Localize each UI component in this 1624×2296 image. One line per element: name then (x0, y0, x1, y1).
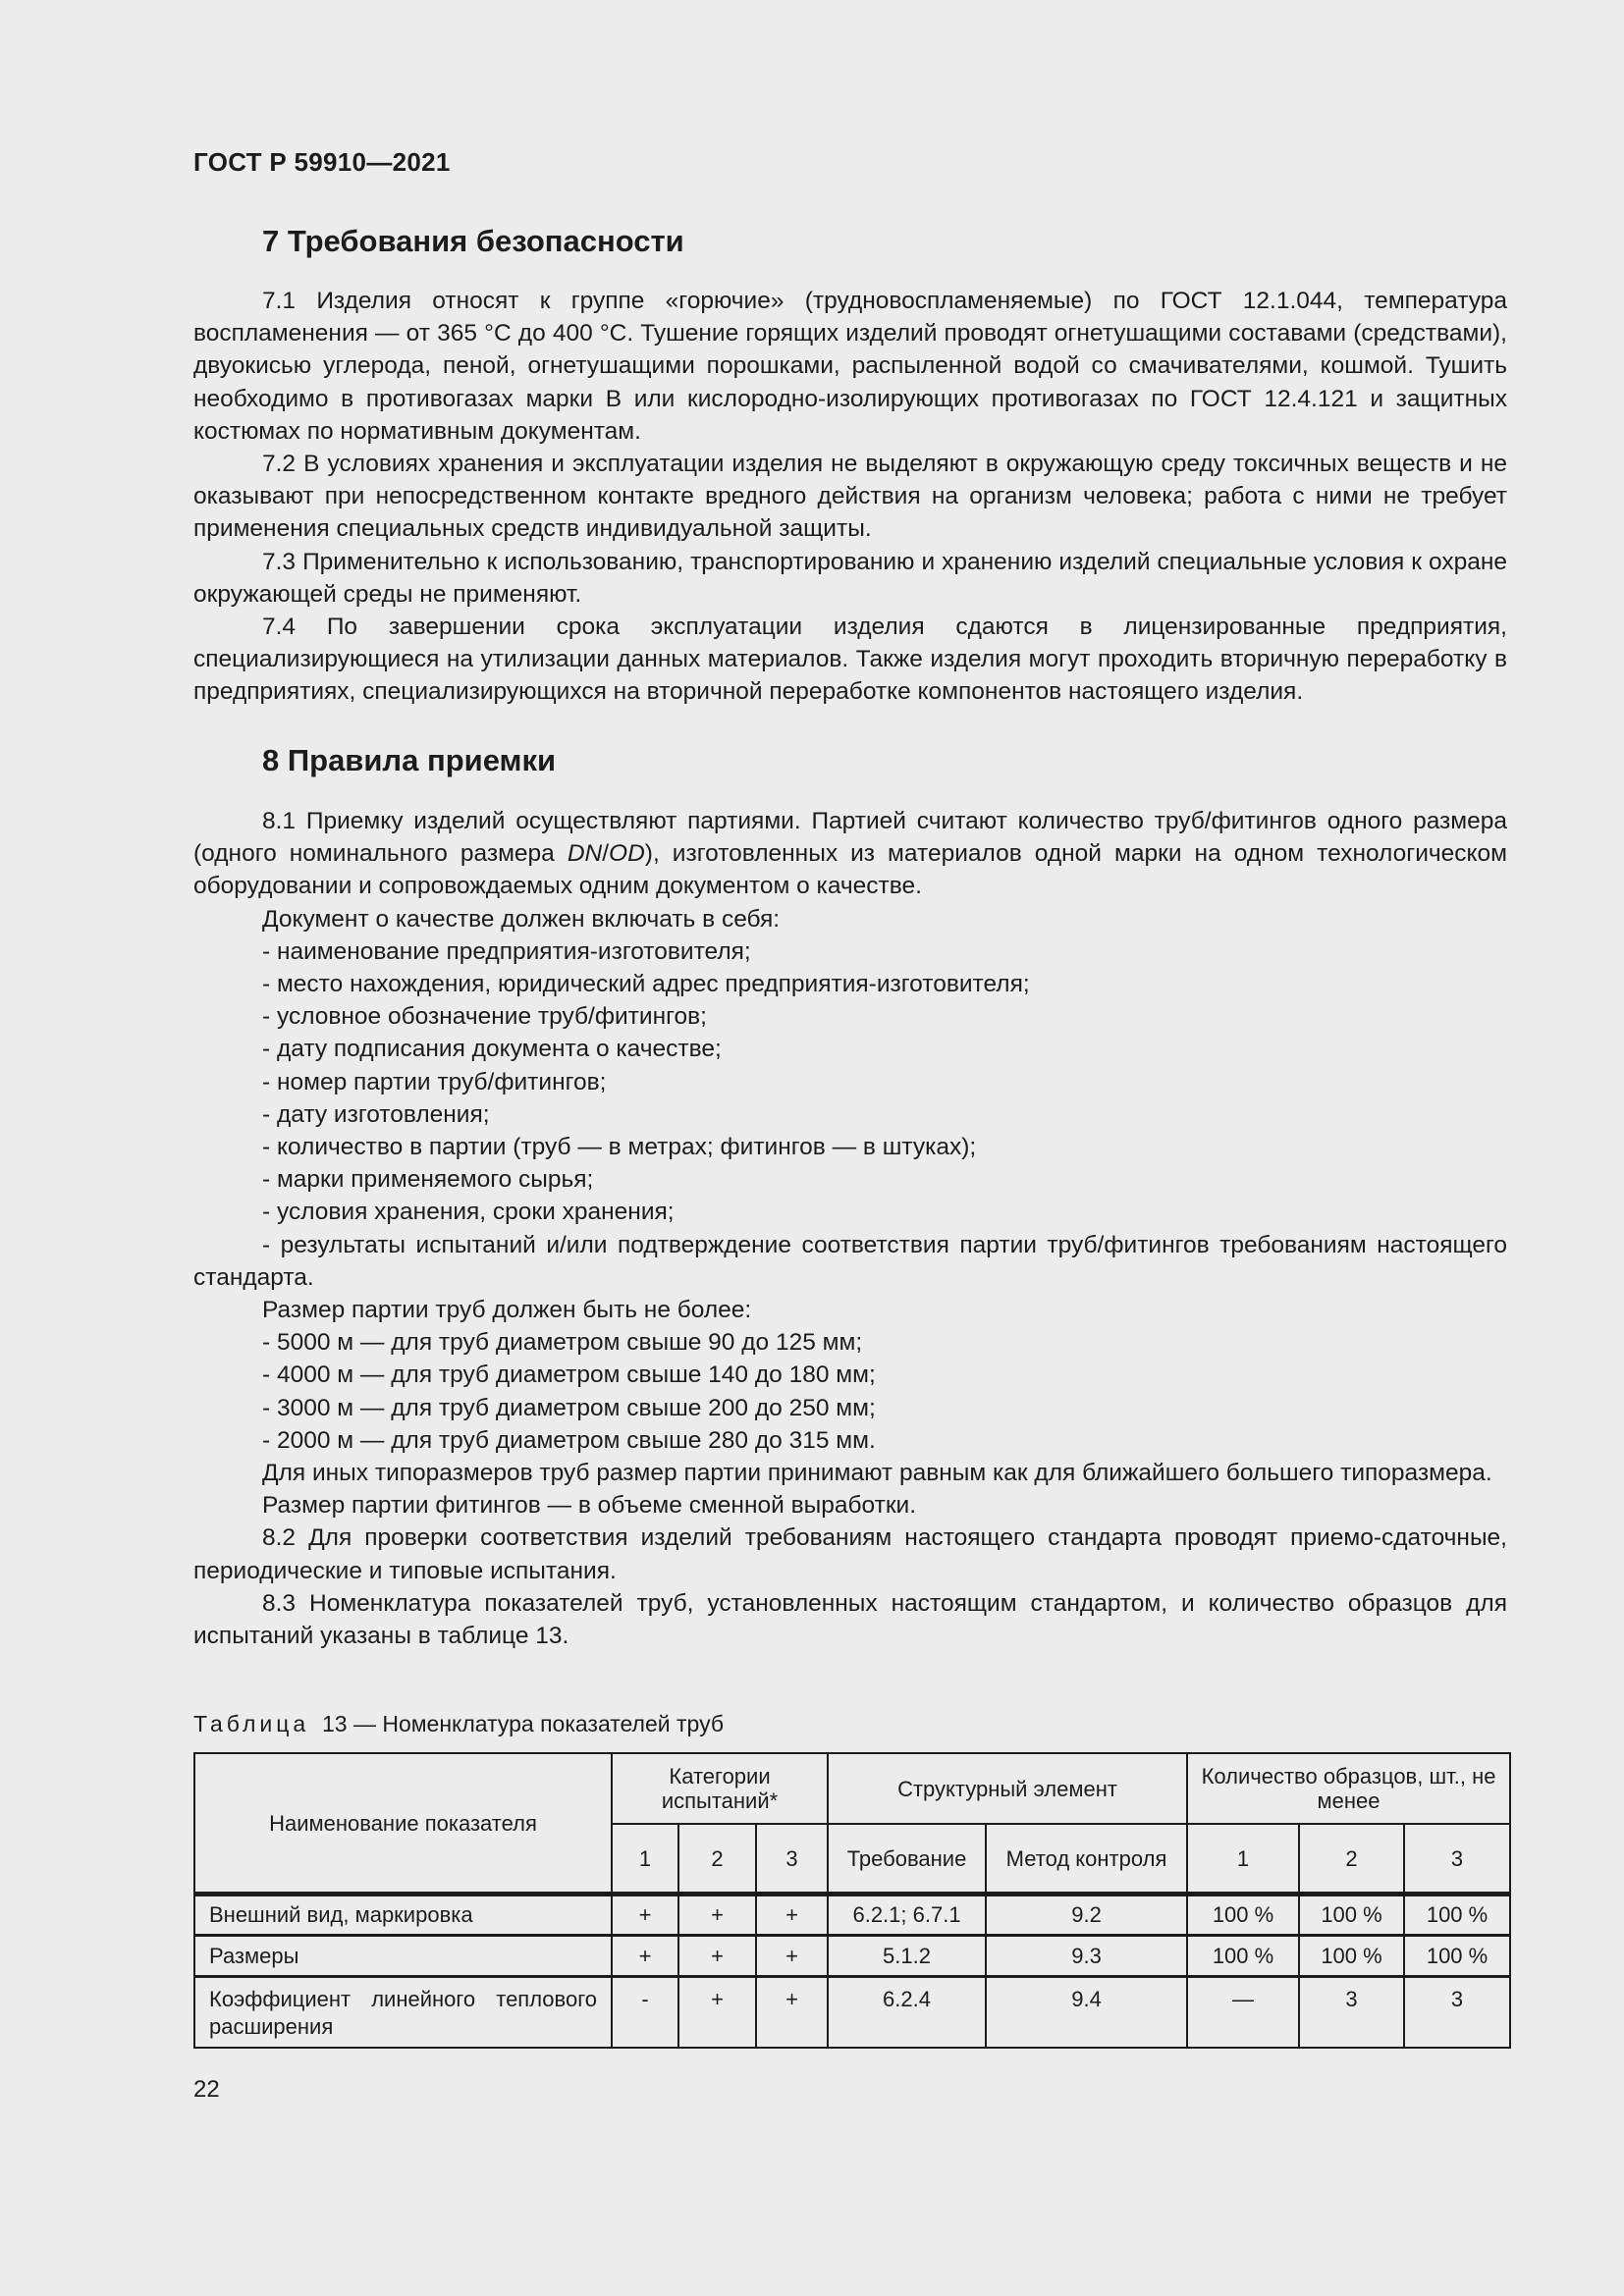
document-code: ГОСТ Р 59910—2021 (193, 147, 451, 177)
list-item: - марки применяемого сырья; (262, 1166, 594, 1194)
column-header-category-1: 1 (612, 1824, 678, 1895)
paragraph-7-1: 7.1 Изделия относят к группе «горючие» (трудновоспламеняемые) по ГОСТ 12.1.044, температура воспламенения — от 365 °С до 400 °С. Тушение горящих изделий проводят огнетушащими составами (средствами), двуокисью углерода, пеной, огнетушащими порошками, распыленной водой со смачивателями, кошмой. Тушить необходимо в противогазах марки В или кислородно-изолирующих противогазах по ГОСТ 12.4.121 и защитных костюмах по нормативным документам. (193, 288, 1507, 445)
cell-requirement: 6.2.1; 6.7.1 (828, 1895, 986, 1936)
cell-samples-3: 3 (1404, 1977, 1510, 2049)
cell-category-3: + (756, 1895, 828, 1936)
list-item: - условия хранения, сроки хранения; (262, 1199, 675, 1226)
paragraph-other-sizes: Для иных типоразмеров труб размер партии принимают равным как для ближайшего большего типоразмера. (262, 1460, 1492, 1487)
column-header-category-3: 3 (756, 1824, 828, 1895)
paragraph-fittings-lot: Размер партии фитингов — в объеме сменной выработки. (262, 1492, 917, 1520)
page-number: 22 (193, 2076, 220, 2103)
cell-requirement: 6.2.4 (828, 1977, 986, 2049)
column-header-category-2: 2 (678, 1824, 756, 1895)
column-header-samples-1: 1 (1187, 1824, 1299, 1895)
cell-category-3: + (756, 1977, 828, 2049)
table-row (194, 1895, 1510, 1936)
list-item: - количество в партии (труб — в метрах; фитингов — в штуках); (262, 1134, 977, 1161)
lot-size-intro: Размер партии труб должен быть не более: (262, 1297, 752, 1324)
list-item: - наименование предприятия-изготовителя; (262, 937, 751, 965)
table-caption: Таблица 13 — Номенклатура показателей труб (193, 1711, 725, 1736)
cell-category-1: - (612, 1977, 678, 2049)
cell-name: Внешний вид, маркировка (194, 1895, 612, 1936)
paragraph-7-3: 7.3 Применительно к использованию, транспортированию и хранению изделий специальные условия к охране окружающей среды не применяют. (193, 548, 1507, 608)
list-item: - 4000 м — для труб диаметром свыше 140 до 180 мм; (262, 1362, 876, 1389)
cell-name: Коэффициент линейного теплового расширения (194, 1977, 612, 2049)
table-13 (193, 1752, 1511, 2049)
cell-requirement: 5.1.2 (828, 1936, 986, 1977)
paragraph-8-1: 8.1 Приемку изделий осуществляют партиями. Партией считают количество труб/фитингов одного размера (одного номинального размера DN/OD), изготовленных из материалов одной марки на одном технологическом оборудовании и сопровождаемых одним документом о качестве. (193, 808, 1507, 900)
section-safety-body (193, 285, 1507, 709)
paragraph-7-2: 7.2 В условиях хранения и эксплуатации изделия не выделяют в окружающую среду токсичных веществ и не оказывают при непосредственном контакте вредного действия на организм человека; работа с ними не требует применения специальных средств индивидуальной защиты. (193, 451, 1507, 543)
column-header-requirement: Требование (828, 1824, 986, 1895)
column-header-structural: Структурный элемент (828, 1753, 1187, 1824)
cell-method: 9.4 (986, 1977, 1187, 2049)
list-item: - 5000 м — для труб диаметром свыше 90 до 125 мм; (262, 1329, 863, 1357)
cell-samples-1: — (1187, 1977, 1299, 2049)
cell-method: 9.3 (986, 1936, 1187, 1977)
table-row (194, 1936, 1510, 1977)
cell-category-2: + (678, 1936, 756, 1977)
list-item: - 3000 м — для труб диаметром свыше 200 до 250 мм; (262, 1394, 876, 1421)
paragraph-7-4: 7.4 По завершении срока эксплуатации изделия сдаются в лицензированные предприятия, специализирующиеся на утилизации данных материалов. Также изделия могут проходить вторичную переработку в предприятиях, специализирующихся на вторичной переработке компонентов настоящего изделия. (193, 614, 1507, 706)
list-item: - 2000 м — для труб диаметром свыше 280 до 315 мм. (262, 1426, 876, 1454)
cell-category-3: + (756, 1936, 828, 1977)
paragraph-8-2: 8.2 Для проверки соответствия изделий требованиям настоящего стандарта проводят приемо-сдаточные, периодические и типовые испытания. (193, 1524, 1507, 1584)
cell-category-2: + (678, 1895, 756, 1936)
cell-samples-2: 100 % (1299, 1936, 1404, 1977)
column-header-samples-3: 3 (1404, 1824, 1510, 1895)
column-header-samples-2: 2 (1299, 1824, 1404, 1895)
cell-samples-2: 3 (1299, 1977, 1404, 2049)
section-heading-safety: 7 Требования безопасности (262, 224, 684, 258)
list-item: - дату изготовления; (262, 1100, 490, 1128)
column-header-method: Метод контроля (986, 1824, 1187, 1895)
list-item: - условное обозначение труб/фитингов; (262, 1003, 707, 1031)
list-item: - результаты испытаний и/или подтверждение соответствия партии труб/фитингов требованиям настоящего стандарта. (193, 1231, 1507, 1291)
list-item: - место нахождения, юридический адрес предприятия-изготовителя; (262, 971, 1030, 998)
list-item: - номер партии труб/фитингов; (262, 1068, 607, 1095)
quality-document-intro: Документ о качестве должен включать в себя: (262, 905, 781, 933)
cell-category-1: + (612, 1936, 678, 1977)
cell-samples-3: 100 % (1404, 1936, 1510, 1977)
section-heading-acceptance: 8 Правила приемки (262, 743, 557, 777)
cell-name: Размеры (194, 1936, 612, 1977)
cell-method: 9.2 (986, 1895, 1187, 1936)
cell-samples-3: 100 % (1404, 1895, 1510, 1936)
cell-samples-1: 100 % (1187, 1895, 1299, 1936)
cell-category-2: + (678, 1977, 756, 2049)
column-header-samples: Количество образцов, шт., не менее (1187, 1753, 1510, 1824)
column-header-categories: Категории испытаний* (612, 1753, 828, 1824)
list-item: - дату подписания документа о качестве; (262, 1036, 722, 1063)
column-header-name: Наименование показателя (194, 1753, 612, 1895)
cell-samples-1: 100 % (1187, 1936, 1299, 1977)
paragraph-8-3: 8.3 Номенклатура показателей труб, установленных настоящим стандартом, и количество образцов для испытаний указаны в таблице 13. (193, 1589, 1507, 1650)
cell-category-1: + (612, 1895, 678, 1936)
table-row (194, 1977, 1510, 2049)
cell-samples-2: 100 % (1299, 1895, 1404, 1936)
section-acceptance-body (193, 805, 1507, 1652)
